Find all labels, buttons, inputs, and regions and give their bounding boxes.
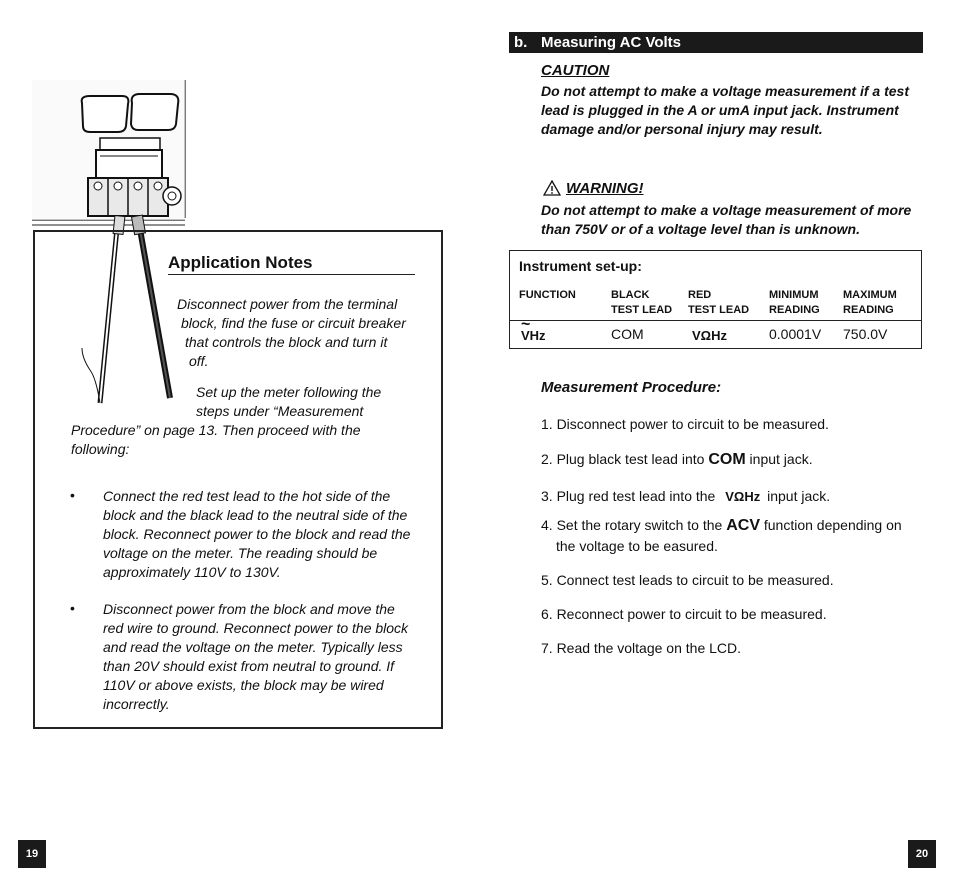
section-header-bar <box>509 32 923 53</box>
bullet-2-line-4: than 20V should exist from neutral to ground. If <box>103 658 395 674</box>
procedure-step-1: 1. Disconnect power to circuit to be measured. <box>541 416 829 432</box>
bullet-1-line-3: block. Reconnect power to the block and read the <box>103 526 411 542</box>
bullet-2-line-5: 110V or above exists, the block may be wired <box>103 677 384 693</box>
setup-line-2: steps under “Measurement <box>196 403 364 419</box>
procedure-title: Measurement Procedure: <box>541 379 722 396</box>
procedure-step-3: 3. Plug red test lead into the VΩHz input jack. <box>541 488 831 504</box>
section-letter: b. <box>514 34 528 51</box>
bullet-2-line-3: and read the voltage on the meter. Typically less <box>103 639 403 655</box>
procedure-step-2: 2. Plug black test lead into COM input jack. <box>541 451 813 468</box>
procedure-step-4: 4. Set the rotary switch to the ACV function depending on the voltage to be easured. <box>541 517 902 554</box>
intro-line-1: Disconnect power from the terminal <box>177 296 398 312</box>
function-label: VHz <box>521 328 546 343</box>
cell-minimum: 0.0001V <box>769 326 822 342</box>
setup-line-3: Procedure” on page 13. Then proceed with the <box>71 422 361 438</box>
cell-maximum: 750.0V <box>843 326 888 342</box>
warning-triangle-icon <box>543 180 561 196</box>
setup-line-4: following: <box>71 441 130 457</box>
page-number-right: 20 <box>908 840 936 868</box>
bullet-1-symbol: • <box>70 487 75 503</box>
table-divider <box>509 320 922 321</box>
col-header-maximum: MAXIMUM READING <box>843 289 897 316</box>
warning-line-2: than 750V or of a voltage level than is unknown. <box>541 221 860 237</box>
intro-line-3: that controls the block and turn it <box>185 334 388 350</box>
bullet-1-line-5: approximately 110V to 130V. <box>103 564 281 580</box>
page-number-left: 19 <box>18 840 46 868</box>
cell-black-lead: COM <box>611 326 644 342</box>
col-header-function: FUNCTION <box>519 289 576 301</box>
bullet-1-line-2: block and the black lead to the neutral side of the <box>103 507 408 523</box>
bullet-1-line-4: voltage on the meter. The reading should be <box>103 545 378 561</box>
warning-line-1: Do not attempt to make a voltage measurement of more <box>541 202 912 218</box>
setup-line-1: Set up the meter following the <box>196 384 382 400</box>
caution-line-1: Do not attempt to make a voltage measurement if a test <box>541 83 909 99</box>
bullet-2-line-2: red wire to ground. Reconnect power to the block <box>103 620 409 636</box>
function-vhz-symbol <box>520 316 554 344</box>
intro-line-2: block, find the fuse or circuit breaker <box>181 315 406 331</box>
bullet-1-line-1: Connect the red test lead to the hot side of the <box>103 488 391 504</box>
section-title: Measuring AC Volts <box>541 34 682 51</box>
instrument-setup-title: Instrument set-up: <box>519 258 642 274</box>
warning-heading: WARNING! <box>566 180 644 197</box>
procedure-step-7: 7. Read the voltage on the LCD. <box>541 640 742 656</box>
intro-line-4: off. <box>189 353 209 369</box>
procedure-step-5: 5. Connect test leads to circuit to be measured. <box>541 572 834 588</box>
cell-red-lead: VΩHz <box>692 328 727 343</box>
col-header-red-lead: RED TEST LEAD <box>688 289 750 316</box>
col-header-black-lead: BLACK TEST LEAD <box>611 289 673 316</box>
procedure-step-6: 6. Reconnect power to circuit to be measured. <box>541 606 827 622</box>
function-tilde: ~ <box>521 316 531 333</box>
bullet-2-line-6: incorrectly. <box>103 696 170 712</box>
col-header-minimum: MINIMUM READING <box>769 289 820 316</box>
bullet-2-symbol: • <box>70 600 75 616</box>
caution-line-3: damage and/or personal injury may result. <box>541 121 823 137</box>
caution-line-2: lead is plugged in the A or umA input jack. Instrument <box>541 102 899 118</box>
application-notes-title: Application Notes <box>168 253 415 275</box>
bullet-2-line-1: Disconnect power from the block and move the <box>103 601 395 617</box>
caution-heading: CAUTION <box>541 62 610 79</box>
